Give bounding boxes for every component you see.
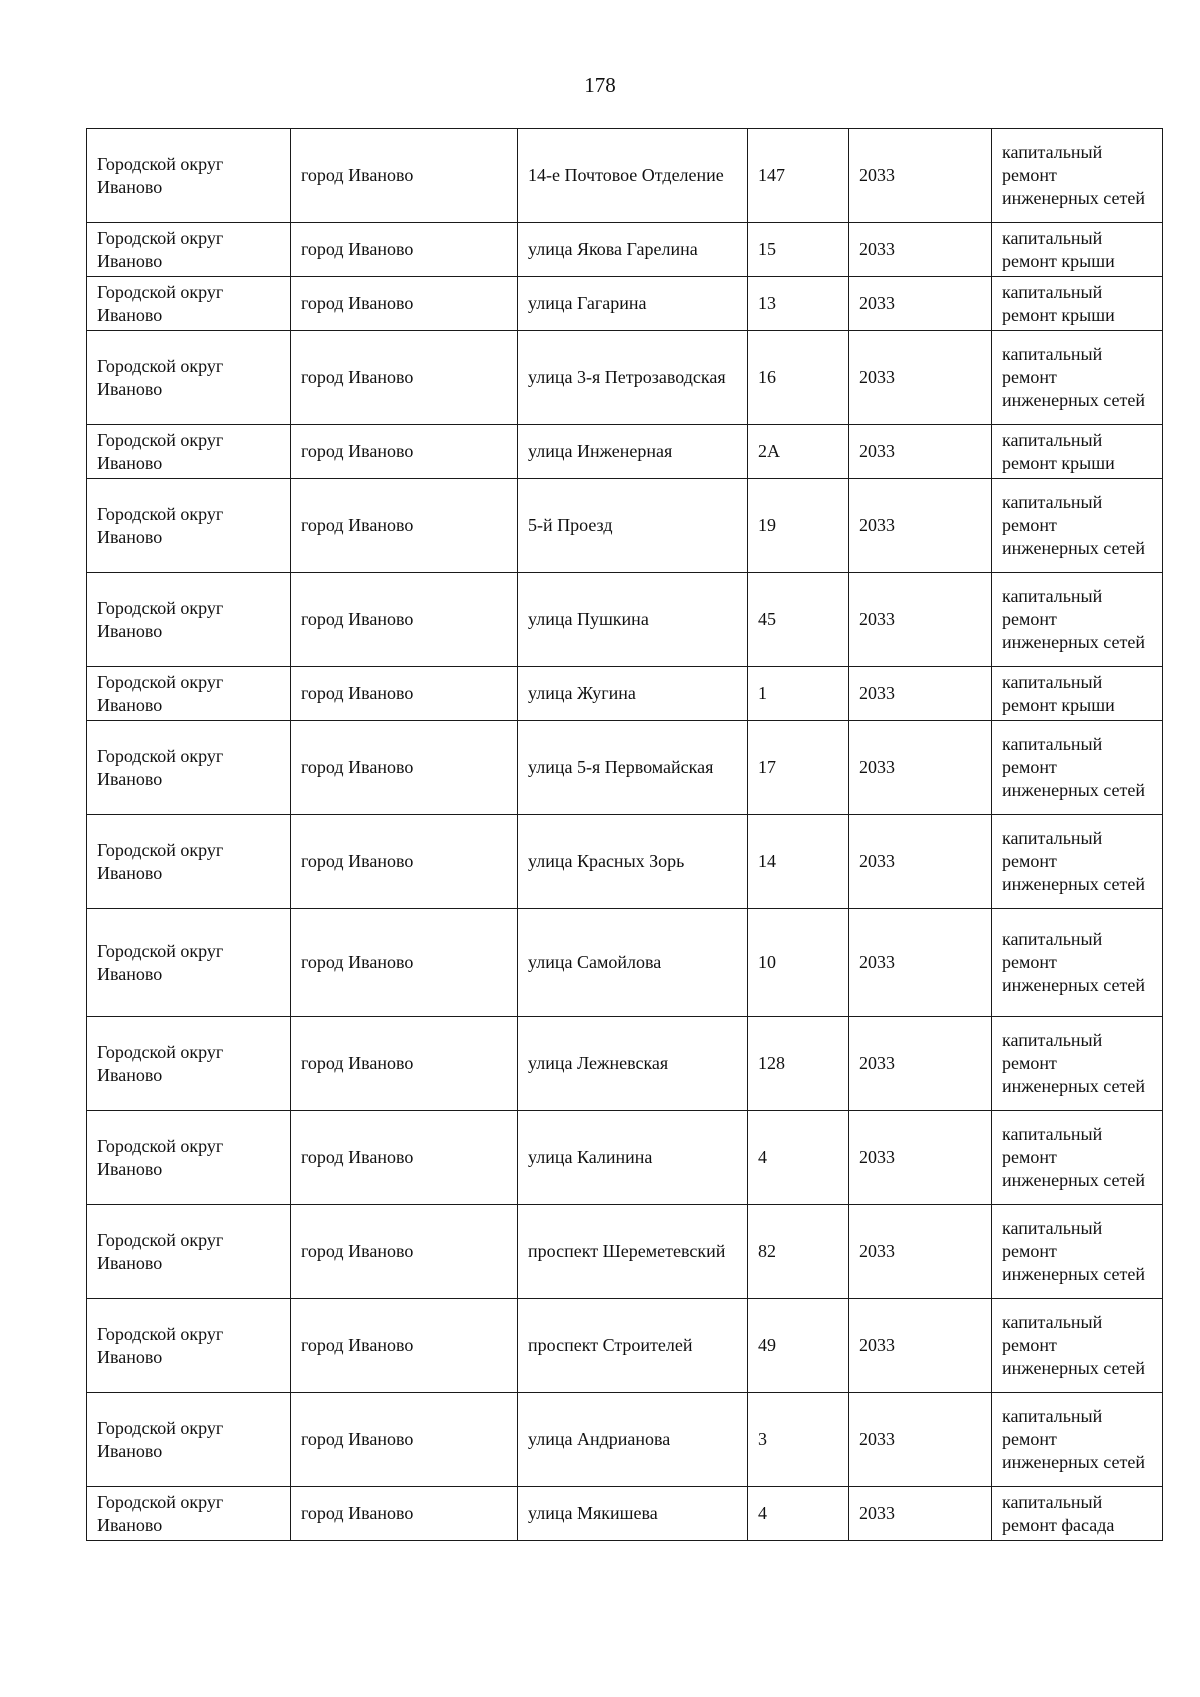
work-type-cell: капитальный ремонт инженерных сетей	[992, 1205, 1163, 1299]
street-cell: улица Инженерная	[518, 425, 748, 479]
work-type-cell: капитальный ремонт крыши	[992, 277, 1163, 331]
street-cell: 5-й Проезд	[518, 479, 748, 573]
table-row	[87, 331, 1163, 425]
work-type-cell: капитальный ремонт инженерных сетей	[992, 331, 1163, 425]
table-row	[87, 425, 1163, 479]
city-cell: город Иваново	[291, 815, 518, 909]
table-row	[87, 129, 1163, 223]
year-cell: 2033	[849, 479, 992, 573]
city-cell: город Иваново	[291, 573, 518, 667]
street-cell: улица Якова Гарелина	[518, 223, 748, 277]
table-row	[87, 1393, 1163, 1487]
street-cell: улица Красных Зорь	[518, 815, 748, 909]
table-row	[87, 909, 1163, 1017]
house-number-cell: 82	[748, 1205, 849, 1299]
district-cell: Городской округ Иваново	[87, 909, 291, 1017]
city-cell: город Иваново	[291, 1487, 518, 1541]
work-type-cell: капитальный ремонт крыши	[992, 425, 1163, 479]
district-cell: Городской округ Иваново	[87, 223, 291, 277]
district-cell: Городской округ Иваново	[87, 1017, 291, 1111]
year-cell: 2033	[849, 277, 992, 331]
table-row	[87, 573, 1163, 667]
district-cell: Городской округ Иваново	[87, 1487, 291, 1541]
street-cell: проспект Шереметевский	[518, 1205, 748, 1299]
table-row	[87, 1111, 1163, 1205]
year-cell: 2033	[849, 909, 992, 1017]
district-cell: Городской округ Иваново	[87, 425, 291, 479]
work-type-cell: капитальный ремонт инженерных сетей	[992, 573, 1163, 667]
work-type-cell: капитальный ремонт фасада	[992, 1487, 1163, 1541]
year-cell: 2033	[849, 331, 992, 425]
house-number-cell: 4	[748, 1487, 849, 1541]
table-row	[87, 815, 1163, 909]
year-cell: 2033	[849, 815, 992, 909]
work-type-cell: капитальный ремонт инженерных сетей	[992, 909, 1163, 1017]
city-cell: город Иваново	[291, 1017, 518, 1111]
district-cell: Городской округ Иваново	[87, 1299, 291, 1393]
work-type-cell: капитальный ремонт инженерных сетей	[992, 1111, 1163, 1205]
street-cell: улица 5-я Первомайская	[518, 721, 748, 815]
work-type-cell: капитальный ремонт инженерных сетей	[992, 1393, 1163, 1487]
work-type-cell: капитальный ремонт инженерных сетей	[992, 1017, 1163, 1111]
city-cell: город Иваново	[291, 479, 518, 573]
house-number-cell: 49	[748, 1299, 849, 1393]
street-cell: улица Жугина	[518, 667, 748, 721]
table-row	[87, 223, 1163, 277]
city-cell: город Иваново	[291, 223, 518, 277]
table-row	[87, 721, 1163, 815]
street-cell: улица Андрианова	[518, 1393, 748, 1487]
house-number-cell: 4	[748, 1111, 849, 1205]
street-cell: 14-е Почтовое Отделение	[518, 129, 748, 223]
year-cell: 2033	[849, 1487, 992, 1541]
year-cell: 2033	[849, 1299, 992, 1393]
year-cell: 2033	[849, 1205, 992, 1299]
house-number-cell: 147	[748, 129, 849, 223]
district-cell: Городской округ Иваново	[87, 277, 291, 331]
table-row	[87, 277, 1163, 331]
year-cell: 2033	[849, 425, 992, 479]
street-cell: улица Гагарина	[518, 277, 748, 331]
street-cell: улица Калинина	[518, 1111, 748, 1205]
year-cell: 2033	[849, 223, 992, 277]
repair-schedule-table	[86, 128, 1163, 1541]
city-cell: город Иваново	[291, 425, 518, 479]
district-cell: Городской округ Иваново	[87, 573, 291, 667]
street-cell: улица Мякишева	[518, 1487, 748, 1541]
page-number: 178	[584, 73, 616, 97]
district-cell: Городской округ Иваново	[87, 1111, 291, 1205]
district-cell: Городской округ Иваново	[87, 331, 291, 425]
city-cell: город Иваново	[291, 331, 518, 425]
table-row	[87, 667, 1163, 721]
year-cell: 2033	[849, 1111, 992, 1205]
city-cell: город Иваново	[291, 667, 518, 721]
street-cell: проспект Строителей	[518, 1299, 748, 1393]
city-cell: город Иваново	[291, 909, 518, 1017]
table-row	[87, 1205, 1163, 1299]
house-number-cell: 15	[748, 223, 849, 277]
table-row	[87, 1017, 1163, 1111]
work-type-cell: капитальный ремонт инженерных сетей	[992, 129, 1163, 223]
house-number-cell: 2А	[748, 425, 849, 479]
city-cell: город Иваново	[291, 1111, 518, 1205]
house-number-cell: 16	[748, 331, 849, 425]
city-cell: город Иваново	[291, 129, 518, 223]
table-row	[87, 1299, 1163, 1393]
house-number-cell: 17	[748, 721, 849, 815]
house-number-cell: 13	[748, 277, 849, 331]
house-number-cell: 45	[748, 573, 849, 667]
table-row	[87, 479, 1163, 573]
year-cell: 2033	[849, 721, 992, 815]
city-cell: город Иваново	[291, 1299, 518, 1393]
work-type-cell: капитальный ремонт инженерных сетей	[992, 721, 1163, 815]
year-cell: 2033	[849, 129, 992, 223]
work-type-cell: капитальный ремонт крыши	[992, 223, 1163, 277]
year-cell: 2033	[849, 667, 992, 721]
city-cell: город Иваново	[291, 277, 518, 331]
street-cell: улица Пушкина	[518, 573, 748, 667]
district-cell: Городской округ Иваново	[87, 479, 291, 573]
district-cell: Городской округ Иваново	[87, 1205, 291, 1299]
district-cell: Городской округ Иваново	[87, 667, 291, 721]
district-cell: Городской округ Иваново	[87, 1393, 291, 1487]
work-type-cell: капитальный ремонт инженерных сетей	[992, 1299, 1163, 1393]
city-cell: город Иваново	[291, 721, 518, 815]
house-number-cell: 128	[748, 1017, 849, 1111]
city-cell: город Иваново	[291, 1393, 518, 1487]
city-cell: город Иваново	[291, 1205, 518, 1299]
year-cell: 2033	[849, 1393, 992, 1487]
street-cell: улица Лежневская	[518, 1017, 748, 1111]
street-cell: улица 3-я Петрозаводская	[518, 331, 748, 425]
work-type-cell: капитальный ремонт крыши	[992, 667, 1163, 721]
work-type-cell: капитальный ремонт инженерных сетей	[992, 479, 1163, 573]
house-number-cell: 10	[748, 909, 849, 1017]
district-cell: Городской округ Иваново	[87, 721, 291, 815]
work-type-cell: капитальный ремонт инженерных сетей	[992, 815, 1163, 909]
district-cell: Городской округ Иваново	[87, 129, 291, 223]
house-number-cell: 1	[748, 667, 849, 721]
year-cell: 2033	[849, 573, 992, 667]
year-cell: 2033	[849, 1017, 992, 1111]
house-number-cell: 14	[748, 815, 849, 909]
table-row	[87, 1487, 1163, 1541]
house-number-cell: 19	[748, 479, 849, 573]
table-body	[87, 129, 1163, 1541]
district-cell: Городской округ Иваново	[87, 815, 291, 909]
street-cell: улица Самойлова	[518, 909, 748, 1017]
house-number-cell: 3	[748, 1393, 849, 1487]
